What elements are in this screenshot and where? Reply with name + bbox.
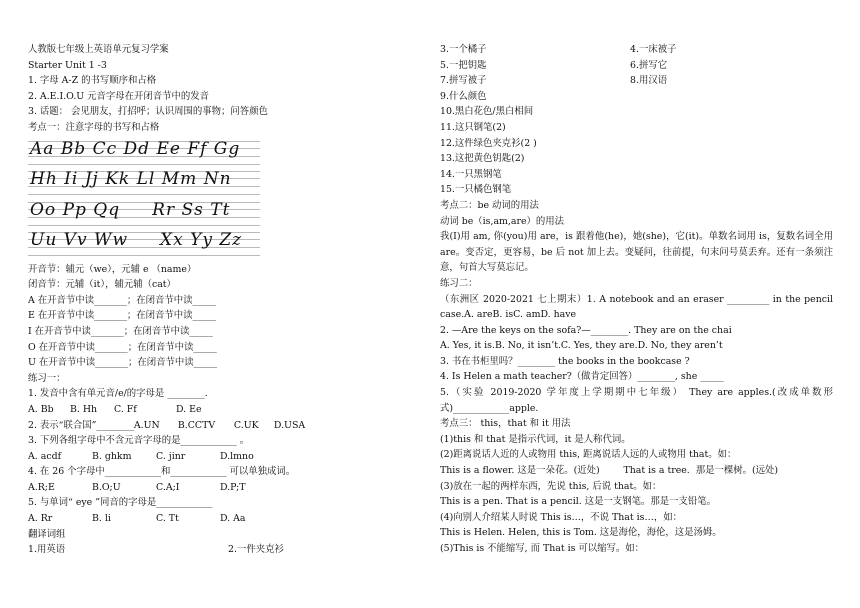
option: A. Rr [28,513,53,525]
rule-example: This is a flower. 这是一朵花。(近处) That is a tree. 那是一棵树。(远处) [440,465,779,477]
translate-item: 5.一把钥匙 [440,59,487,71]
option: C. jinr [156,450,186,462]
option: A. acdf [28,450,62,462]
handwriting-row [28,138,260,169]
left-column [28,42,424,558]
goal-3: 3. 话题： 会见朋友，打招呼；认识周围的事物；问答颜色 [28,106,268,118]
practice-2-question-2-options: A. Yes, it is.B. No, it isn’t.C. Yes, they are.D. No, they aren’t [440,340,723,352]
rule-item: (4)向别人介绍某人时说 This is…，不说 That is…，如： [440,511,682,523]
option: A.UN [133,419,160,431]
translate-row [440,58,833,74]
vowel-row-u: U 在开音节中读_______；在闭音节中读_____ [28,357,218,369]
vowel-row-e: E 在开音节中读_______；在闭音节中读_____ [28,310,216,322]
option: B. li [92,513,111,525]
option: B.O;U [92,481,121,493]
translate-item: 12.这件绿色夹克衫(2 ) [440,137,537,149]
practice-2-question-3: 3. 书在书柜里吗？________ the books in the bookcase ? [440,355,690,367]
option: C.UK [233,419,259,431]
translate-item: 4.一床被子 [630,44,677,55]
option: C. Tt [156,513,179,525]
practice-2-heading: 练习二： [440,277,478,289]
option: C. Ff [114,403,137,415]
translate-item: 10.黑白花色/黑白相间 [440,106,534,118]
rule-example: This is Helen. Helen, this is Tom. 这是海伦，海伦，这是汤姆。 [440,527,722,539]
option: B.CCTV [177,419,216,431]
unit-heading: Starter Unit 1 -3 [28,59,107,71]
practice-2-question-4: 4. Is Helen a math teacher?（做肯定回答）________, she _____ [440,371,724,383]
option: B. Hh [70,403,98,415]
option: A. Bb [28,403,54,415]
option: D.lmno [220,450,254,462]
translate-item: 1.用英语 [28,544,66,556]
handwriting-row-4: Uu Vv Ww Xx Yy Zz [30,230,243,251]
handwriting-row [28,229,260,260]
goal-2: 2. A.E.I.O.U 元音字母在开闭音节中的发音 [28,90,210,102]
question-1-options [28,402,424,418]
closed-syllable: 闭音节：元辅（it），辅元辅（cat） [28,279,176,291]
vowel-row-o: O 在开音节中读_______；在闭音节中读_____ [28,341,217,353]
option: D.P;T [220,481,246,493]
right-column [440,42,833,557]
handwriting-row [28,199,260,230]
question-5: 5. 与单词“ eye ”同音的字母是____________ [28,497,213,509]
practice-2-question-5: 5.（实验 2019-2020 学年度上学期期中七年级） They are apples.(改成单数形式)____________apple. [440,387,833,414]
translate-row [440,42,833,58]
translate-row [440,73,833,89]
question-4-options [28,480,424,496]
question-4: 4. 在 26 个字母中____________和____________ 可以单独成词。 [28,466,296,478]
handwriting-chart [28,138,260,260]
question-3-options [28,449,424,465]
practice-1-heading: 练习一： [28,372,66,384]
translate-item: 15.一只橘色钢笔 [440,184,512,196]
translate-item: 2.一件夹克衫 [228,544,284,556]
goal-1: 1. 字母 A-Z 的书写顺序和占格 [28,75,157,87]
translate-item: 9.什么颜色 [440,90,487,102]
handwriting-row-3: Oo Pp Qq Rr Ss Tt [30,199,231,220]
option: C.A;I [156,481,180,493]
question-5-options [28,511,424,527]
be-verb-rule: 我(I)用 am, 你(you)用 are，is 跟着他(he)，她(she)，它(it)。单数名词用 is，复数名词全用 are。变否定，更容易，be 后 not 加上去。变疑问，往前提，句末问号莫丢弃。还有一条须注意，句首大写莫忘记。 [440,231,833,274]
question-1: 1. 发音中含有单元音/e/的字母是 ________. [28,388,208,400]
point-2-heading: 考点二：be 动词的用法 [440,199,539,211]
handwriting-row [28,168,260,199]
option: A.R;E [28,481,55,493]
option: D.USA [273,419,306,431]
rule-item: (1)this 和 that 是指示代词，it 是人称代词。 [440,433,631,445]
translate-item: 8.用汉语 [630,75,668,87]
handwriting-row-1: Aa Bb Cc Dd Ee Ff Gg [30,138,241,159]
question-3: 3. 下列各组字母中不含元音字母的是____________ 。 [28,435,250,447]
point-2-subheading: 动词 be（is,am,are）的用法 [440,215,565,227]
rule-item: (5)This is 不能缩写, 而 That is 可以缩写。如： [440,543,645,554]
open-syllable: 开音节：辅元（we），元辅 e （name） [28,263,197,275]
translate-item: 3.一个橘子 [440,44,487,55]
translate-item: 7.拼写被子 [440,75,487,87]
document-title: 人教版七年级上英语单元复习学案 [28,44,169,55]
rule-example: This is a pen. That is a pencil. 这是一支钢笔。那是一支铅笔。 [440,496,717,508]
vowel-row-a: A 在开音节中读_______；在闭音节中读_____ [28,294,216,306]
point-3-heading: 考点三： this，that 和 it 用法 [440,418,571,430]
rule-item: (3)放在一起的两样东西，先说 this, 后说 that。如： [440,480,662,492]
practice-2-question-1: （东洲区 2020-2021 七上期末）1. A notebook and an eraser _________ in the pencil case.A. areB. isC. amD. have [440,293,833,321]
practice-2-question-2: 2. —Are the keys on the sofa?—________. They are on the chai [440,324,732,336]
question-2-text: 2. 表示“联合国”________ [28,419,134,431]
translate-item: 13.这把黄色钥匙(2) [440,153,525,165]
translate-row [28,542,424,558]
translate-item: 14.一只黑钢笔 [440,168,502,180]
vowel-row-i: I 在开音节中读_______；在闭音节中读_____ [28,325,213,337]
option: B. ghkm [92,450,132,462]
handwriting-row-2: Hh Ii Jj Kk Ll Mm Nn [30,169,232,190]
translate-item: 11.这只钢笔(2) [440,121,506,133]
option: D. Aa [220,513,246,525]
rule-item: (2)距离说话人近的人或物用 this, 距离说话人远的人或物用 that。如： [440,449,737,461]
translate-heading: 翻译词组 [28,528,66,540]
translate-item: 6.拼写它 [630,59,668,71]
question-2 [28,418,424,434]
point-1-heading: 考点一：注意字母的书写和占格 [28,121,160,133]
option: D. Ee [176,403,202,415]
